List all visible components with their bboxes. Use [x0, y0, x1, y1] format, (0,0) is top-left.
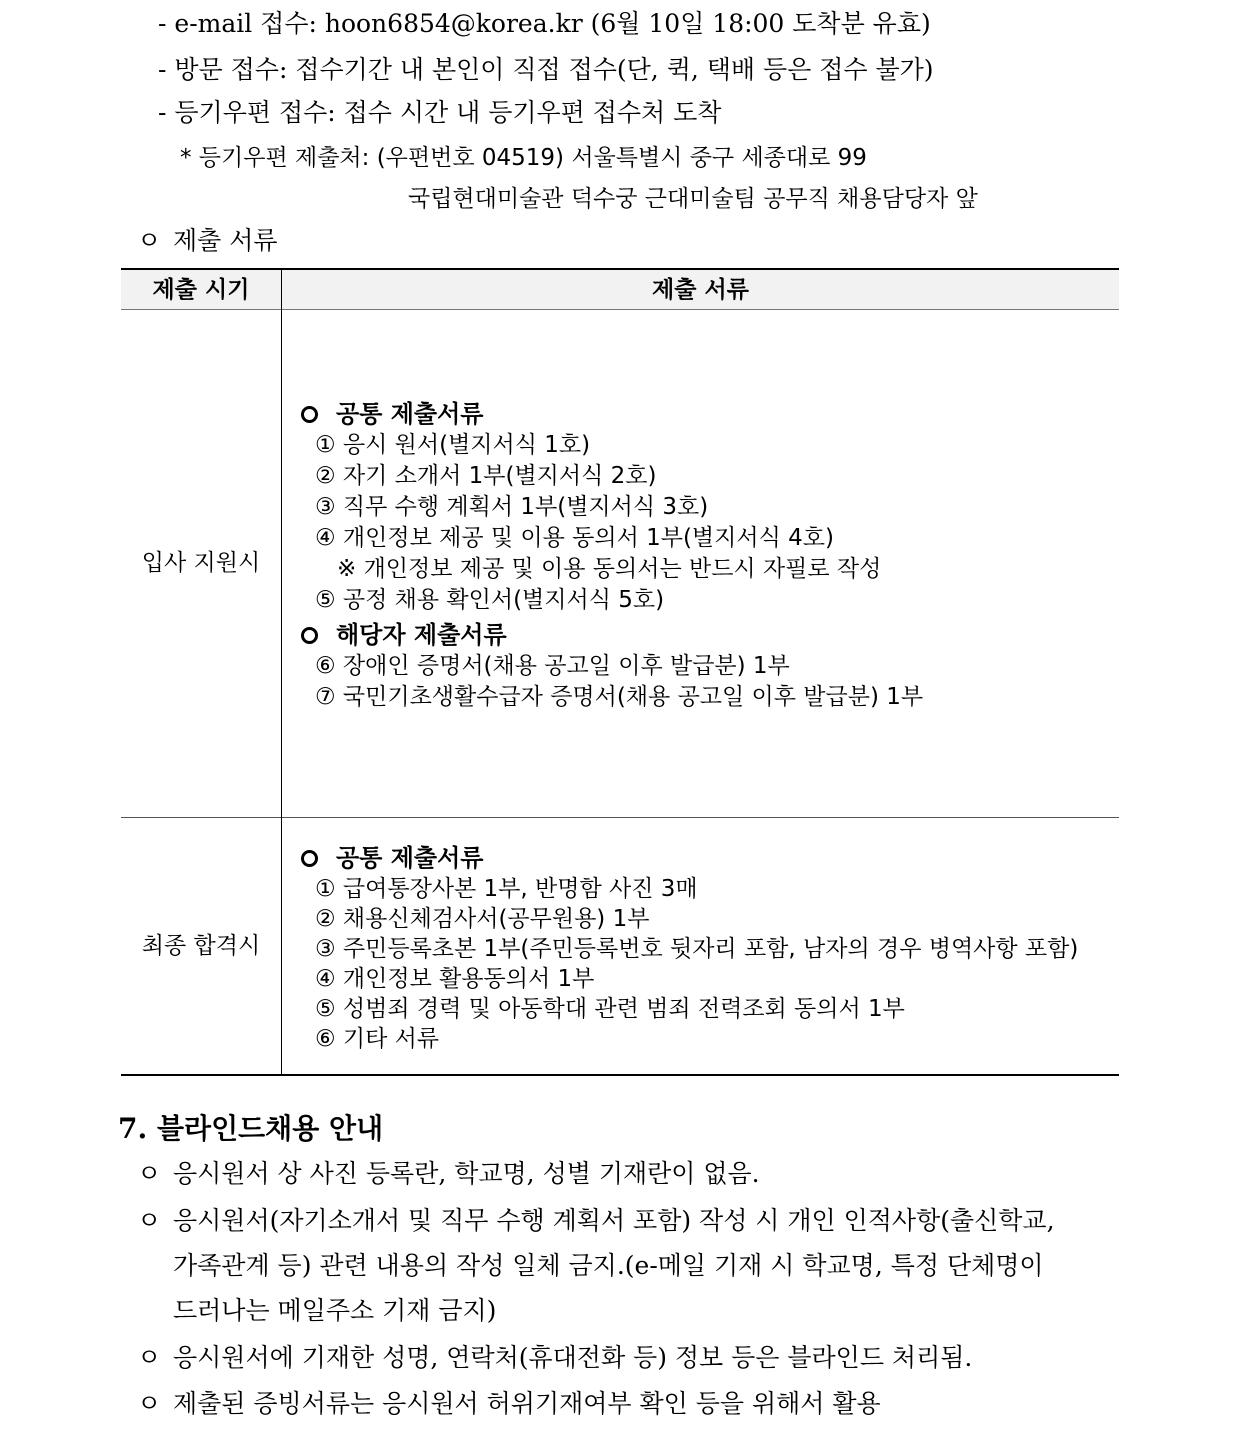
section-docs-title: 제출 서류	[173, 226, 278, 255]
email-submission-line: - e-mail 접수: hoon6854@korea.kr (6월 10일 18:00 도착분 유효)	[158, 9, 931, 38]
group-title-common: 공통 제출서류	[299, 399, 923, 430]
circle-bullet-icon	[301, 406, 318, 423]
blind-hiring-heading: 7. 블라인드채용 안내	[118, 1112, 384, 1145]
list-item: ⑤ 성범죄 경력 및 아동학대 관련 범죄 전력조회 동의서 1부	[315, 996, 905, 1022]
table-row-divider	[121, 817, 1119, 818]
list-item: ⑦ 국민기초생활수급자 증명서(채용 공고일 이후 발급분) 1부	[315, 684, 924, 710]
mail-recipient-line: 국립현대미술관 덕수궁 근대미술팀 공무직 채용담당자 앞	[408, 186, 978, 212]
row-time-application: 입사 지원시	[141, 550, 261, 576]
list-item: ① 급여통장사본 1부, 반명함 사진 3매	[315, 876, 698, 902]
submission-documents-table	[121, 268, 1119, 1076]
blind-item-2: ㅇ 응시원서(자기소개서 및 직무 수행 계획서 포함) 작성 시 개인 인적사항(출신학교,	[137, 1206, 1055, 1235]
list-item: ③ 직무 수행 계획서 1부(별지서식 3호)	[315, 494, 709, 520]
circle-bullet-icon	[301, 850, 318, 867]
blind-item-3: ㅇ 응시원서에 기재한 성명, 연락처(휴대전화 등) 정보 등은 블라인드 처리됨.	[137, 1343, 973, 1372]
blind-item-2-cont-2: 드러나는 메일주소 기재 금지)	[173, 1296, 497, 1325]
blind-item-4: ㅇ 제출된 증빙서류는 응시원서 허위기재여부 확인 등을 위해서 활용	[137, 1389, 881, 1418]
docs-final	[299, 843, 1078, 1054]
list-item: ④ 개인정보 제공 및 이용 동의서 1부(별지서식 4호)	[315, 525, 834, 551]
blind-item-2-cont-1: 가족관계 등) 관련 내용의 작성 일체 금지.(e-메일 기재 시 학교명, 특정 단체명이	[173, 1251, 1044, 1280]
list-item: ⑥ 장애인 증명서(채용 공고일 이후 발급분) 1부	[315, 653, 790, 679]
mail-submission-line: - 등기우편 접수: 접수 시간 내 등기우편 접수처 도착	[158, 98, 722, 127]
mail-address-line: * 등기우편 제출처: (우편번호 04519) 서울특별시 중구 세종대로 99	[180, 145, 867, 171]
list-item: ② 채용신체검사서(공무원용) 1부	[315, 906, 650, 932]
header-docs: 제출 서류	[652, 277, 749, 303]
list-item: ① 응시 원서(별지서식 1호)	[315, 432, 591, 458]
list-item: ⑥ 기타 서류	[315, 1026, 440, 1052]
group-title-common: 공통 제출서류	[299, 843, 1078, 874]
group-title-extra: 해당자 제출서류	[299, 620, 923, 651]
docs-application	[299, 399, 923, 713]
list-note: ※ 개인정보 제공 및 이용 동의서는 반드시 자필로 작성	[337, 556, 882, 582]
visit-submission-line: - 방문 접수: 접수기간 내 본인이 직접 접수(단, 퀵, 택배 등은 접수 불가)	[158, 55, 934, 84]
row-time-final: 최종 합격시	[141, 933, 261, 959]
list-bullet: ㅇ	[137, 1159, 162, 1188]
table-column-divider	[281, 270, 282, 1074]
circle-bullet-icon	[301, 627, 318, 644]
list-bullet: ㅇ	[137, 1206, 162, 1235]
blind-item-1: ㅇ 응시원서 상 사진 등록란, 학교명, 성별 기재란이 없음.	[137, 1159, 760, 1188]
list-bullet: ㅇ	[137, 1389, 162, 1418]
list-item: ② 자기 소개서 1부(별지서식 2호)	[315, 463, 657, 489]
list-item: ③ 주민등록초본 1부(주민등록번호 뒷자리 포함, 남자의 경우 병역사항 포함)	[315, 936, 1079, 962]
section-docs-heading	[137, 225, 278, 257]
list-item: ⑤ 공정 채용 확인서(별지서식 5호)	[315, 587, 665, 613]
section-bullet: ㅇ	[137, 226, 162, 255]
header-time: 제출 시기	[152, 277, 250, 303]
list-item: ④ 개인정보 활용동의서 1부	[315, 966, 595, 992]
table-bottom-rule	[121, 1074, 1119, 1076]
list-bullet: ㅇ	[137, 1343, 162, 1372]
